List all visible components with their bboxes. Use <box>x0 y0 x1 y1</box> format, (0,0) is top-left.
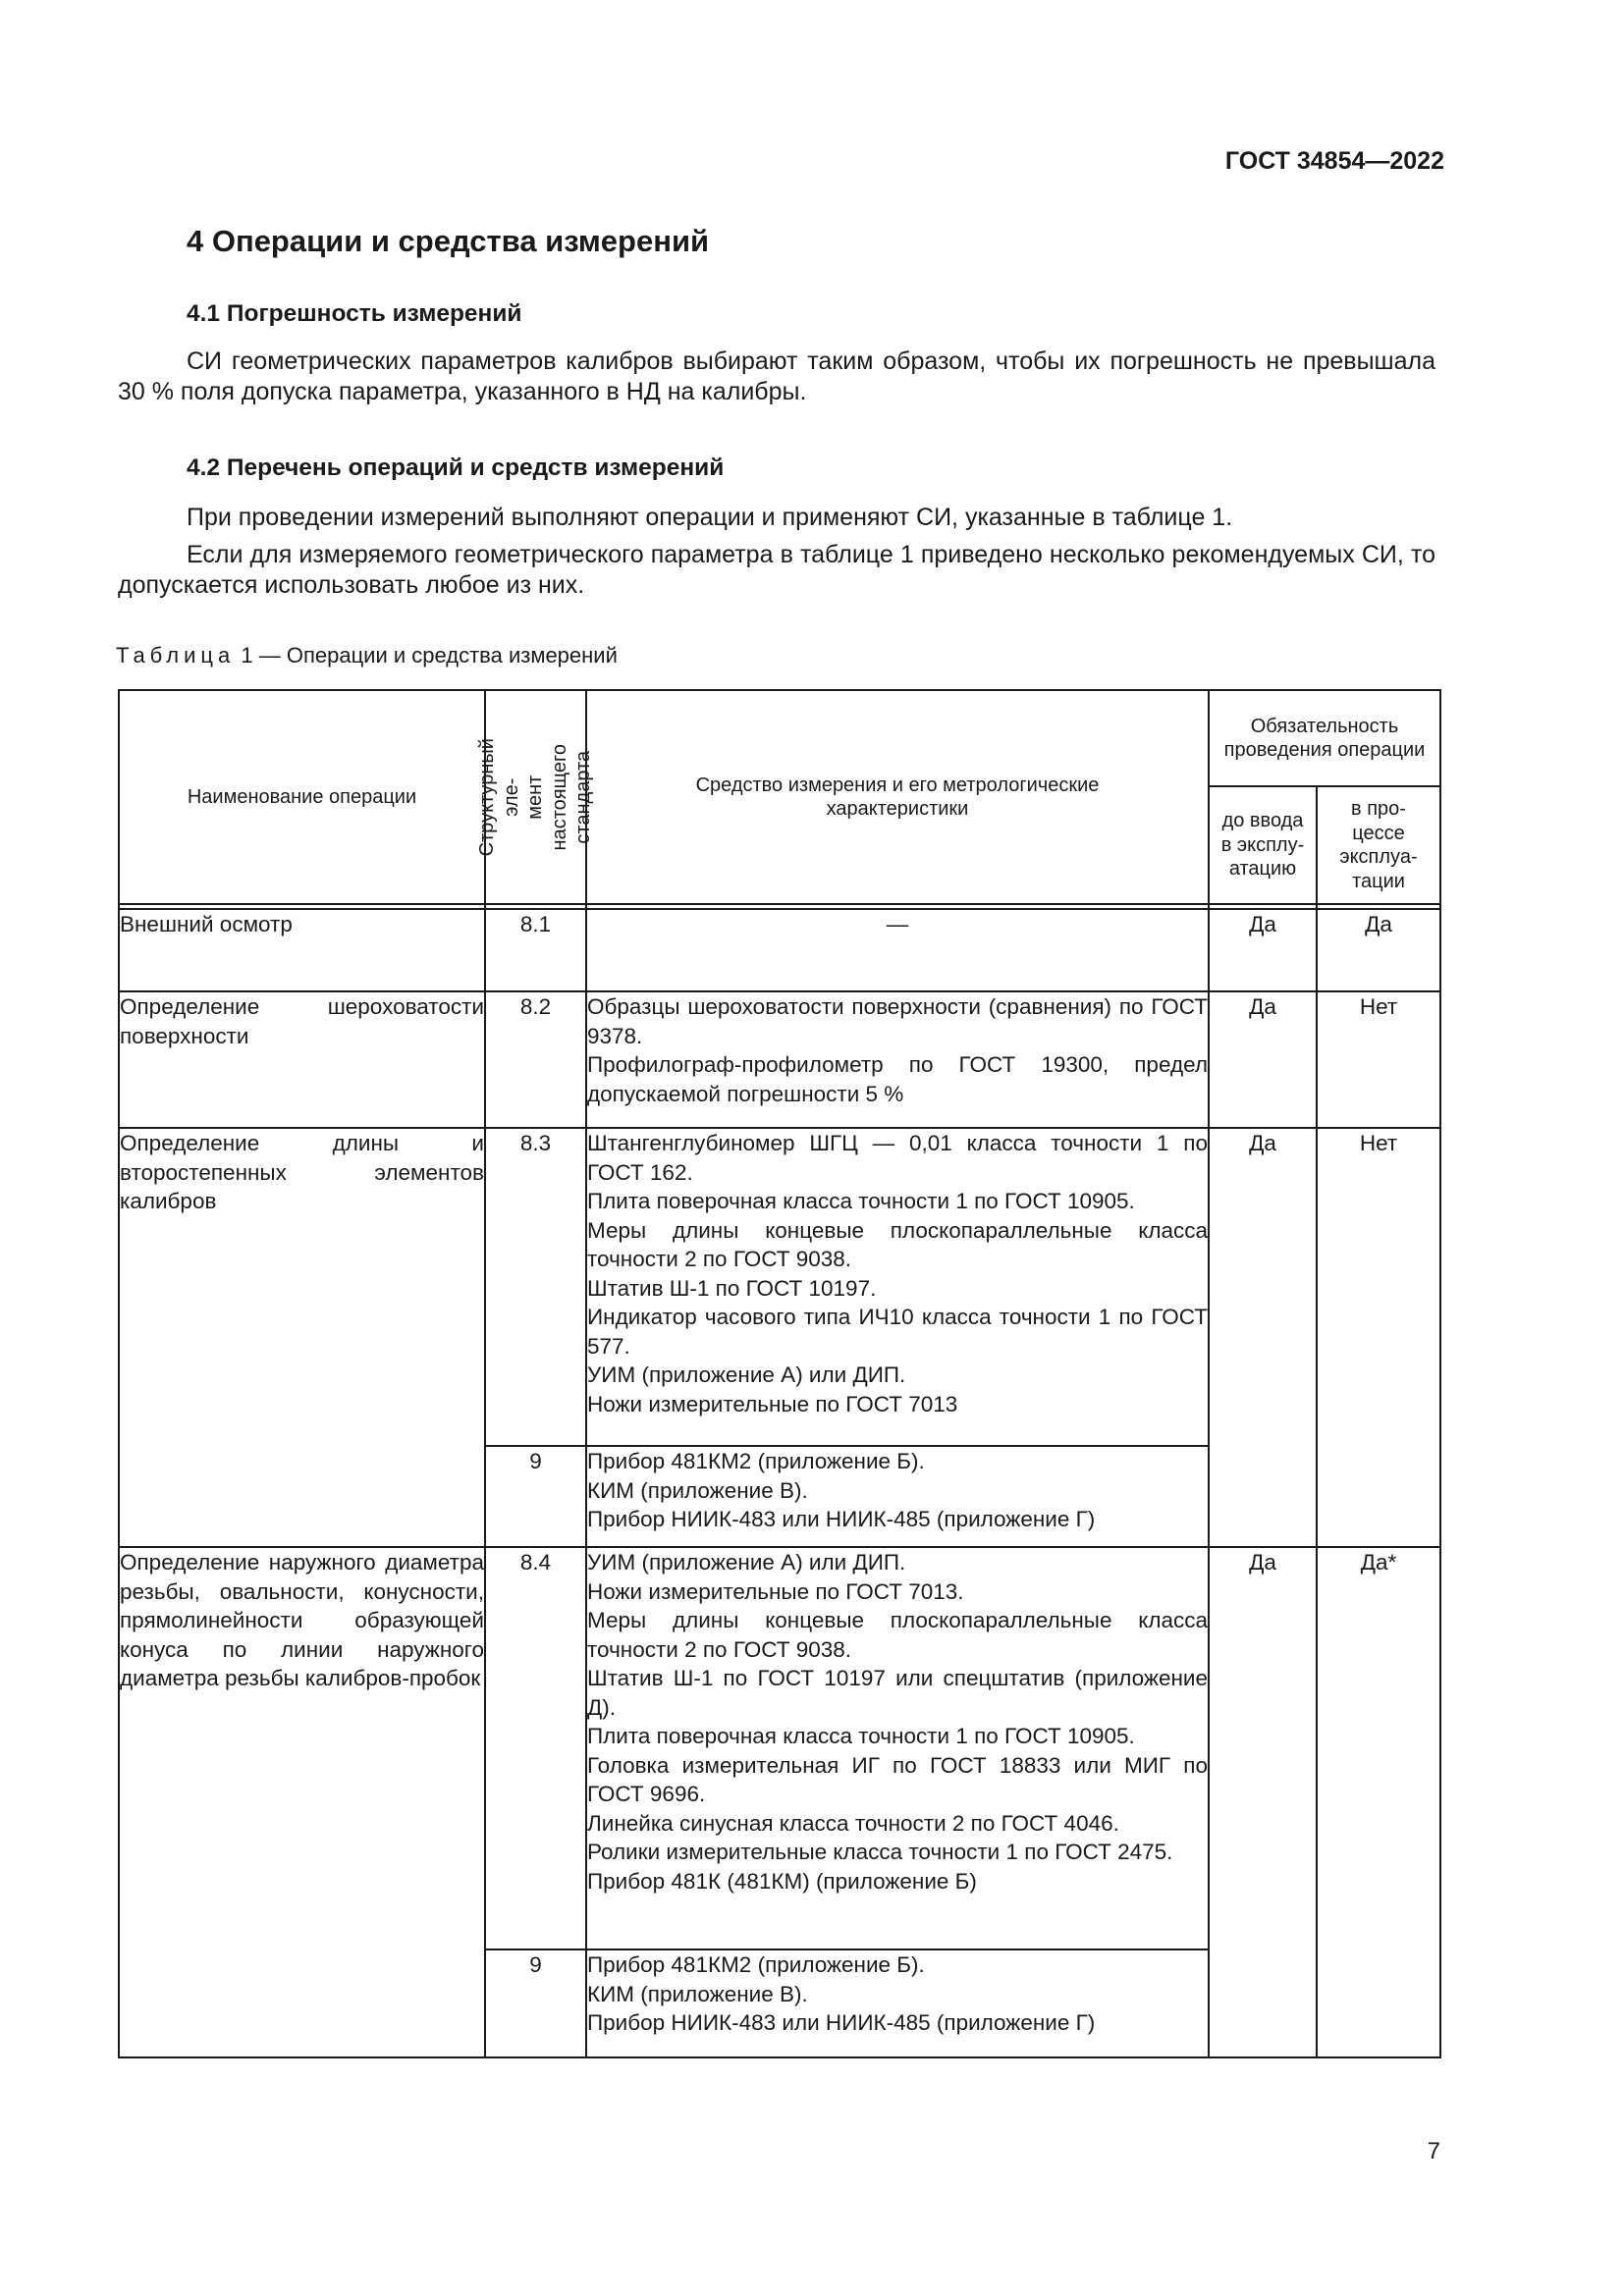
means-line: Меры длины концевые плоскопараллельные класса точности 2 по ГОСТ 9038. <box>587 1217 1208 1271</box>
means-line: Штангенглубиномер ШГЦ — 0,01 класса точности 1 по ГОСТ 162. <box>587 1131 1208 1185</box>
means-line: Прибор 481К (481КМ) (приложение Б) <box>587 1868 977 1894</box>
table-caption-text: 1 — Операции и средства измерений <box>235 643 618 667</box>
mandatory-before: Да <box>1209 1547 1317 2057</box>
paragraph-4-2-2: Если для измеряемого геометрического параметра в таблице 1 приведено несколько рекомендуемых СИ, то допускается использовать любое из них. <box>118 541 1435 599</box>
table-row <box>119 991 1440 1128</box>
paragraph-4-1: СИ геометрических параметров калибров выбирают таким образом, чтобы их погрешность не превышала 30 % поля допуска параметра, указанного в НД на калибры. <box>118 347 1435 405</box>
means-line: УИМ (приложение А) или ДИП. <box>587 1362 906 1387</box>
measuring-means <box>586 1446 1209 1547</box>
document-code: ГОСТ 34854—2022 <box>1224 147 1444 175</box>
header-mandatory: Обязательность проведения операции <box>1209 690 1440 786</box>
header-during-use: в про-цессе эксплуа-тации <box>1317 786 1440 904</box>
table-caption <box>116 643 618 668</box>
measuring-means <box>586 1949 1209 2057</box>
means-line: Прибор НИИК-483 или НИИК-485 (приложение Г) <box>587 1507 1096 1531</box>
subsection-title-4-2: 4.2 Перечень операций и средств измерений <box>187 454 725 481</box>
means-line: Головка измерительная ИГ по ГОСТ 18833 или МИГ по ГОСТ 9696. <box>587 1752 1208 1806</box>
means-line: Ролики измерительные класса точности 1 по ГОСТ 2475. <box>587 1840 1173 1864</box>
means-line: Меры длины концевые плоскопараллельные класса точности 2 по ГОСТ 9038. <box>587 1608 1208 1662</box>
header-means: Средство измерения и его метрологические характеристики <box>586 690 1209 904</box>
measuring-means <box>586 909 1209 991</box>
header-operation: Наименование операции <box>119 690 485 904</box>
means-line: Линейка синусная класса точности 2 по ГОСТ 4046. <box>587 1810 1119 1836</box>
means-line: Ножи измерительные по ГОСТ 7013 <box>587 1391 958 1416</box>
means-line: Прибор 481КМ2 (приложение Б). <box>587 1449 925 1473</box>
structural-element: 8.2 <box>485 991 586 1128</box>
header-before-use: до ввода в эксплу-атацию <box>1209 786 1317 904</box>
means-line: Профилограф-профилометр по ГОСТ 19300, предел допускаемой погрешности 5 % <box>587 1052 1208 1106</box>
structural-element: 9 <box>485 1949 586 2057</box>
means-line: Образцы шероховатости поверхности (сравнения) по ГОСТ 9378. <box>587 994 1208 1048</box>
means-line: Индикатор часового типа ИЧ10 класса точности 1 по ГОСТ 577. <box>587 1305 1208 1359</box>
structural-element: 8.4 <box>485 1547 586 1949</box>
section-title: 4 Операции и средства измерений <box>187 224 710 258</box>
mandatory-before: Да <box>1209 909 1317 991</box>
means-line: — <box>886 912 909 936</box>
means-line: Прибор НИИК-483 или НИИК-485 (приложение Г) <box>587 2010 1096 2035</box>
structural-element: 8.3 <box>485 1128 586 1446</box>
means-line: Плита поверочная класса точности 1 по ГОСТ 10905. <box>587 1189 1135 1213</box>
operation-name: Определение наружного диаметра резьбы, овальности, конусности, прямолинейности образующей конуса по линии наружного диаметра резьбы калибров-пробок <box>119 1547 485 2057</box>
means-line: Прибор 481КМ2 (приложение Б). <box>587 1952 925 1977</box>
header-structural-element <box>476 690 595 904</box>
mandatory-before: Да <box>1209 991 1317 1128</box>
mandatory-during: Нет <box>1317 1128 1440 1547</box>
measuring-means <box>586 1128 1209 1446</box>
table-row <box>119 1128 1440 1446</box>
table-caption-label: Таблица <box>116 643 236 667</box>
operation-name: Внешний осмотр <box>119 909 485 991</box>
means-line: УИМ (приложение А) или ДИП. <box>587 1550 906 1575</box>
header-structural-element-text: Структурный эле- мент настоящего стандарта <box>476 737 595 857</box>
table-row <box>119 909 1440 991</box>
measuring-means <box>586 991 1209 1128</box>
page-number: 7 <box>1427 2138 1440 2164</box>
subsection-title-4-1: 4.1 Погрешность измерений <box>187 300 522 327</box>
measuring-means <box>586 1547 1209 1949</box>
means-line: Плита поверочная класса точности 1 по ГОСТ 10905. <box>587 1724 1135 1748</box>
mandatory-before: Да <box>1209 1128 1317 1547</box>
means-line: КИМ (приложение В). <box>587 1981 808 2006</box>
operation-name: Определение шероховатости поверхности <box>119 991 485 1128</box>
operation-name: Определение длины и второстепенных элементов калибров <box>119 1128 485 1547</box>
mandatory-during: Да <box>1317 909 1440 991</box>
means-line: КИМ (приложение В). <box>587 1477 808 1503</box>
means-line: Ножи измерительные по ГОСТ 7013. <box>587 1578 964 1604</box>
paragraph-4-2-1: При проведении измерений выполняют операции и применяют СИ, указанные в таблице 1. <box>187 504 1233 531</box>
operations-table <box>118 689 1441 2058</box>
means-line: Штатив Ш-1 по ГОСТ 10197 или спецштатив (приложение Д). <box>587 1666 1208 1720</box>
means-line: Штатив Ш-1 по ГОСТ 10197. <box>587 1275 877 1301</box>
table-row <box>119 1547 1440 1949</box>
mandatory-during: Да* <box>1317 1547 1440 2057</box>
structural-element: 8.1 <box>485 909 586 991</box>
mandatory-during: Нет <box>1317 991 1440 1128</box>
structural-element: 9 <box>485 1446 586 1547</box>
